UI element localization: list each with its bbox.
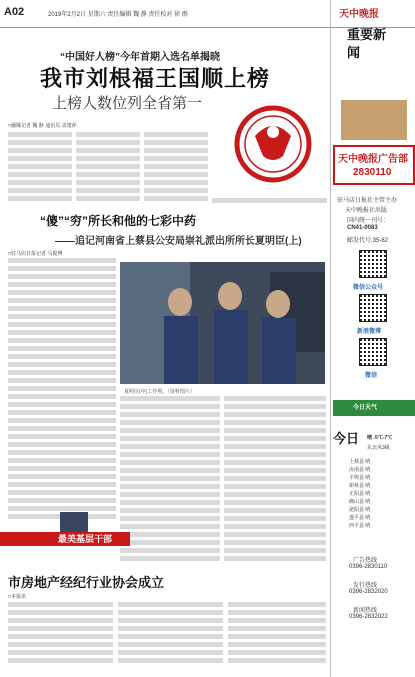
- info-line-2: 天中晚报社出版: [345, 208, 388, 214]
- story3-text-col-2: [118, 602, 223, 672]
- story1-text-col-2: [76, 132, 140, 204]
- story2-text-col-3: [224, 396, 326, 566]
- story3-text-col-3: [228, 602, 326, 672]
- weather-row: 确山县 晴: [349, 499, 371, 505]
- qr-code-2-icon: [359, 294, 387, 322]
- footer-line-3: 发行热线: [353, 583, 378, 589]
- footer-line-5: 新闻热线: [353, 608, 378, 614]
- story2-text-col-2: [120, 396, 220, 566]
- story3-byline: □本报讯: [8, 594, 27, 600]
- story2-subheadline: ——追记河南省上蔡县公安局崇礼派出所所长夏明臣(上): [55, 236, 302, 247]
- officers-photo: [120, 262, 325, 384]
- sidebar-brand: 天中晚报: [339, 9, 379, 20]
- weather-row: 平舆县 晴: [349, 475, 371, 481]
- qr-label-2: 新浪微博: [357, 329, 382, 335]
- info-line-1: 驻马店日报社主管主办: [337, 198, 398, 204]
- ad-phone: 2830110: [353, 167, 392, 178]
- weather-row: 泌阳县 晴: [349, 507, 371, 513]
- weather-row: 遂平县 晴: [349, 515, 371, 521]
- emblem-graphic: [213, 96, 323, 194]
- sidebar-photo: [341, 100, 407, 140]
- story3-headline: 市房地产经纪行业协会成立: [8, 575, 165, 590]
- dateline: 2019年2月2日 星期六 责任编辑 魏 静 责任校对 徐 群: [48, 12, 188, 18]
- info-line-3: 国内统一刊号：: [347, 218, 390, 224]
- story1-subheadline: 上榜人数位列全省第一: [52, 95, 203, 112]
- weather-row: 上蔡县 晴: [349, 459, 371, 465]
- weather-today: 今日: [333, 431, 360, 446]
- qr-label-3: 微信: [365, 373, 378, 379]
- weather-row: 新蔡县 晴: [349, 483, 371, 489]
- story1-text-col-4: [212, 198, 327, 206]
- qr-label-1: 微信公众号: [353, 285, 384, 291]
- footer-line-1: 广告热线: [353, 558, 378, 564]
- story2-headline: “傻”“穷”所长和他的七彩中药: [40, 214, 197, 228]
- story2-photo: [120, 262, 325, 384]
- weather-row: 西平县 晴: [349, 523, 371, 529]
- story2-text-col-1: [8, 258, 116, 526]
- column-banner-label: 最美基层干部: [58, 534, 113, 544]
- weather-row: 正阳县 晴: [349, 491, 371, 497]
- story1-kicker: “中国好人榜”今年首期入选名单揭晓: [60, 52, 220, 63]
- footer-line-6: 0396-2832022: [349, 614, 388, 620]
- info-line-5: 邮发代号:35-62: [347, 238, 389, 244]
- ad-title: 天中晚报广告部: [338, 154, 408, 165]
- story1-headline: 我市刘根福王国顺上榜: [40, 66, 271, 91]
- weather-row: 汝南县 晴: [349, 467, 371, 473]
- qr-code-1-icon: [359, 250, 387, 278]
- story2-caption: 夏明臣(中)工作照。（资料图片）: [124, 389, 195, 395]
- weather-banner-label: 今日天气: [353, 405, 378, 411]
- info-line-4: CN41-0083: [347, 225, 378, 231]
- ad-box: [333, 145, 415, 185]
- story1-text-col-3: [144, 132, 208, 204]
- weather-row: 东北风3级: [367, 445, 390, 451]
- good-person-emblem: [213, 96, 323, 194]
- column-banner: [0, 532, 130, 546]
- weather-row: 晴 -5℃-7℃: [367, 435, 393, 441]
- sidebar-section-title: 重要新闻: [347, 27, 387, 60]
- qr-code-3-icon: [359, 338, 387, 366]
- story1-byline: □融媒记者 魏 静 通讯员 盖建萍: [8, 123, 77, 129]
- footer-line-2: 0396-2830110: [349, 564, 388, 570]
- sidebar: [330, 0, 415, 677]
- story3-text-col-1: [8, 602, 113, 672]
- page-number: A02: [4, 6, 25, 18]
- story1-text-col-1: [8, 132, 72, 204]
- footer-line-4: 0396-2832020: [349, 589, 388, 595]
- portrait-photo: [60, 512, 88, 534]
- weather-banner: [333, 400, 415, 416]
- story2-byline: □驻马店日报记者 马俊博: [8, 251, 63, 257]
